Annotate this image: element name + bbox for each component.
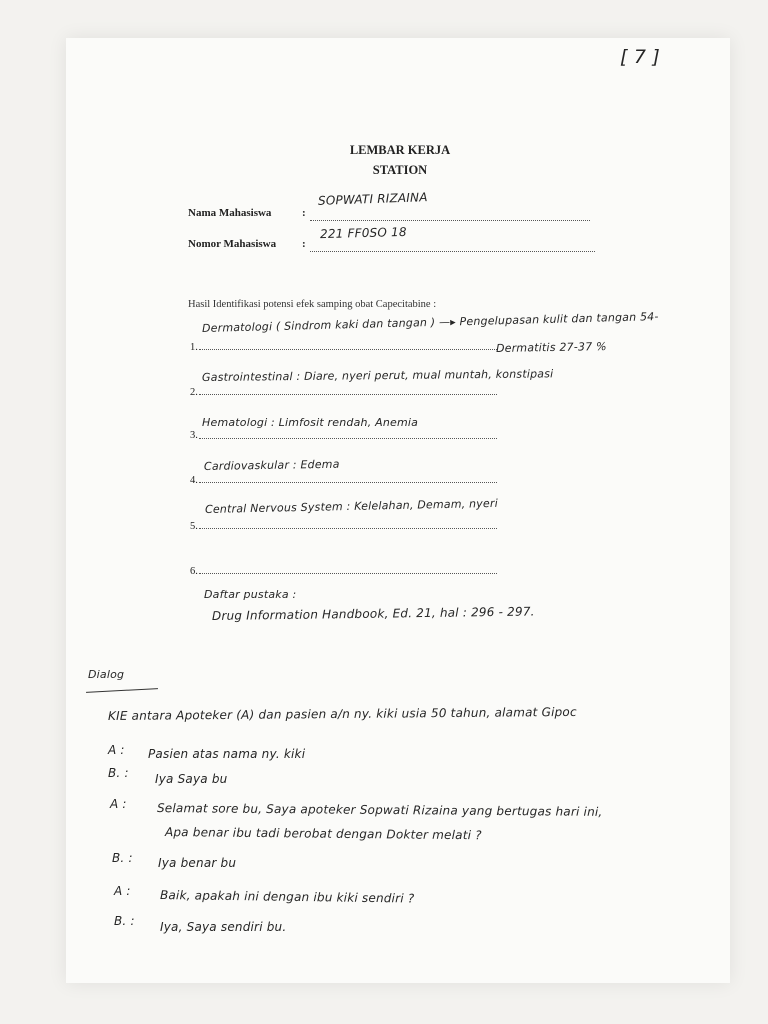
item-line <box>199 349 497 350</box>
dialog-speaker: B. : <box>108 766 129 780</box>
dialog-line-text-continued: Apa benar ibu tadi berobat dengan Dokter melati ? <box>164 825 482 843</box>
references-label: Daftar pustaka : <box>204 588 297 601</box>
item-line <box>199 394 497 395</box>
item-text: Cardiovaskular : Edema <box>203 457 340 473</box>
item-text: Hematologi : Limfosit rendah, Anemia <box>202 416 419 429</box>
item-line <box>199 528 497 529</box>
instruction-text: Hasil Identifikasi potensi efek samping obat Capecitabine : <box>188 299 437 310</box>
item-number: 6. <box>190 566 198 577</box>
dialog-line-text: Pasien atas nama ny. kiki <box>148 747 306 761</box>
dialog-line-text: Iya benar bu <box>158 856 237 870</box>
item-number: 4. <box>190 475 198 486</box>
dialog-speaker: A : <box>114 884 131 898</box>
worksheet-subtitle: STATION <box>372 163 428 177</box>
student-name-colon: : <box>302 207 306 219</box>
student-id-colon: : <box>302 238 306 250</box>
item-line <box>199 573 497 574</box>
student-name-line <box>310 220 590 221</box>
dialog-line-text: Iya, Saya sendiri bu. <box>160 920 287 934</box>
item-text-continued: Dermatitis 27-37 % <box>495 340 607 355</box>
student-name-label: Nama Mahasiswa <box>188 207 272 219</box>
student-id-line <box>310 251 595 252</box>
dialog-intro: KIE antara Apoteker (A) dan pasien a/n ny. kiki usia 50 tahun, alamat Gipoc <box>107 704 577 723</box>
dialog-speaker: A : <box>108 743 125 757</box>
dialog-speaker: B. : <box>114 914 135 928</box>
item-number: 2. <box>190 387 198 398</box>
item-text: Dermatologi ( Sindrom kaki dan tangan ) —▸ Pengelupasan kulit dan tangan 54- <box>201 310 659 335</box>
item-text: Central Nervous System : Kelelahan, Demam, nyeri <box>204 496 499 516</box>
student-id-value: 221 FF0SO 18 <box>319 224 407 242</box>
item-number: 1. <box>190 342 198 353</box>
item-line <box>199 482 497 483</box>
dialog-line-text: Iya Saya bu <box>155 772 228 786</box>
item-text: Gastrointestinal : Diare, nyeri perut, mual muntah, konstipasi <box>201 367 554 384</box>
student-name-value: SOPWATI RIZAINA <box>317 190 428 208</box>
dialog-line-text: Selamat sore bu, Saya apoteker Sopwati Rizaina yang bertugas hari ini, <box>156 801 603 819</box>
dialog-speaker: B. : <box>112 851 133 865</box>
dialog-heading: Dialog <box>88 668 125 681</box>
item-line <box>199 438 497 439</box>
dialog-speaker: A : <box>110 797 127 811</box>
page-number: [ 7 ] <box>620 46 660 68</box>
item-number: 3. <box>190 430 198 441</box>
student-id-label: Nomor Mahasiswa <box>188 238 277 250</box>
worksheet-title: LEMBAR KERJA <box>349 143 451 157</box>
item-number: 5. <box>190 521 198 532</box>
references-text: Drug Information Handbook, Ed. 21, hal : 296 - 297. <box>211 604 535 623</box>
dialog-line-text: Baik, apakah ini dengan ibu kiki sendiri ? <box>159 888 415 906</box>
